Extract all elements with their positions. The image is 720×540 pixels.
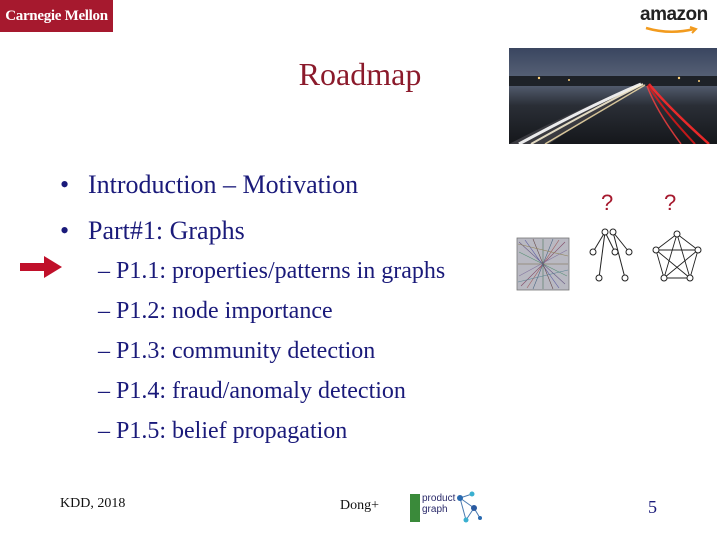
page-number: 5 (648, 497, 657, 517)
subitem-p1-2: – P1.2: node importance (98, 298, 333, 324)
amazon-smile-icon (640, 26, 710, 36)
question-mark-1: ? (601, 190, 614, 215)
bullet-part1-graphs (60, 216, 245, 246)
question-mark-2: ? (664, 190, 677, 215)
footer-author: Dong+ (340, 498, 380, 513)
dense-graph-icon (515, 236, 571, 292)
clique-graph-icon (650, 230, 704, 284)
carnegie-mellon-logo: Carnegie Mellon (0, 0, 113, 32)
subitem-p1-3: – P1.3: community detection (98, 338, 376, 364)
subitem-p1-4: – P1.4: fraud/anomaly detection (98, 378, 406, 404)
amazon-logo-text: amazon (640, 4, 708, 25)
bullet-introduction (60, 170, 358, 200)
product-graph-logo-line2: graph (422, 504, 448, 515)
tree-graph-icon (585, 226, 637, 286)
bullet-dot: • (60, 216, 70, 245)
bullet-text: Introduction – Motivation (88, 170, 359, 199)
highway-night-photo (509, 48, 717, 144)
footer-venue: KDD, 2018 (60, 496, 126, 511)
product-graph-logo (408, 488, 484, 528)
current-item-arrow-icon (18, 254, 64, 280)
product-graph-logo-line1: product (422, 493, 456, 504)
subitem-p1-1: – P1.1: properties/patterns in graphs (98, 258, 446, 284)
bullet-dot: • (60, 170, 70, 199)
amazon-logo (640, 4, 710, 34)
bullet-text: Part#1: Graphs (88, 216, 245, 245)
subitem-p1-5: – P1.5: belief propagation (98, 418, 348, 444)
slide-title: Roadmap (298, 56, 422, 92)
